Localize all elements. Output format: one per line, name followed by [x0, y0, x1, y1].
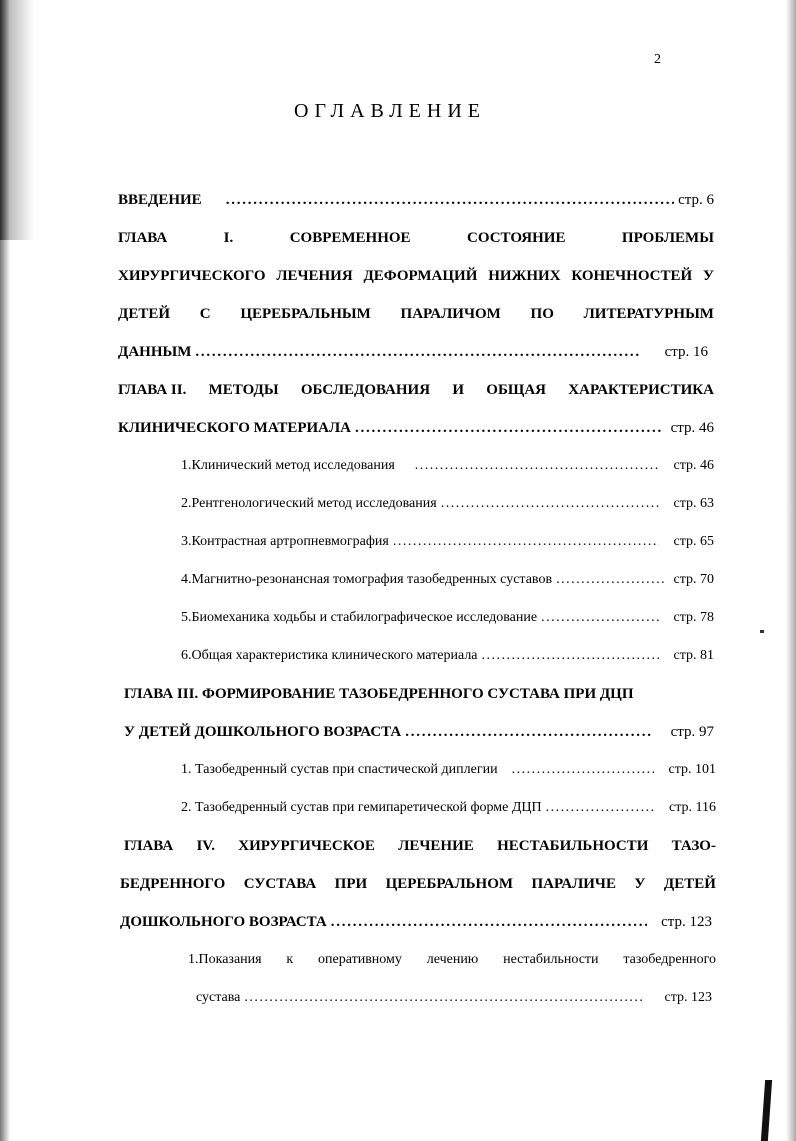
toc-label: ВВЕДЕНИЕ — [118, 192, 202, 208]
word: ДЕФОРМАЦИЙ — [363, 268, 478, 284]
word: ДЕТЕЙ — [663, 876, 716, 892]
toc-ch4-sub-line2 — [196, 988, 712, 1008]
word: С — [199, 306, 211, 322]
word: ЦЕРЕБРАЛЬНОМ — [385, 876, 514, 892]
page-number: 2 — [654, 52, 661, 67]
toc-ch1-line1 — [118, 228, 714, 248]
toc-page: стр. 16 — [664, 344, 708, 360]
toc-label: ДАННЫМ — [118, 344, 192, 360]
leader-dots — [546, 798, 655, 818]
word: оперативному — [318, 952, 402, 967]
toc-page: стр. 70 — [673, 572, 714, 587]
word: ЛЕЧЕНИЯ — [276, 268, 353, 284]
word: СОВРЕМЕННОЕ — [289, 230, 411, 246]
word: КОНЕЧНОСТЕЙ — [571, 268, 693, 284]
toc-page: стр. 65 — [673, 534, 714, 549]
leader-dots — [226, 190, 674, 210]
leader-dots — [541, 608, 659, 628]
leader-dots — [355, 418, 661, 438]
word: МЕТОДЫ — [208, 382, 279, 398]
word: ГЛАВА — [124, 838, 174, 854]
word: лечению — [426, 952, 479, 967]
word: ОБЩАЯ — [486, 382, 547, 398]
word: ХИРУРГИЧЕСКОГО — [118, 268, 266, 284]
word: ЦЕРЕБРАЛЬНЫМ — [240, 306, 371, 322]
word: ДЕТЕЙ — [118, 306, 171, 322]
word: НЕСТАБИЛЬНОСТИ — [497, 838, 649, 854]
toc-label: 2. Тазобедренный сустав при гемипаретической форме ДЦП — [181, 800, 542, 815]
toc-ch3-line1: ГЛАВА III. ФОРМИРОВАНИЕ ТАЗОБЕДРЕННОГО СУСТАВА ПРИ ДЦП — [124, 686, 634, 702]
toc-page: стр. 81 — [673, 648, 714, 663]
word: 1.Показания — [188, 952, 262, 967]
toc-label: 3.Контрастная артропневмография — [181, 534, 389, 549]
toc-page: стр. 78 — [673, 610, 714, 625]
toc-label: 1. Тазобедренный сустав при спастической диплегии — [181, 762, 498, 777]
word: ТАЗО- — [671, 838, 716, 854]
toc-ch2-sub-3 — [181, 532, 714, 552]
toc-label: 4.Магнитно-резонансная томография тазобедренных суставов — [181, 572, 553, 587]
toc-ch2-sub-2 — [181, 494, 714, 514]
toc-ch3-sub-1 — [181, 760, 716, 780]
word: ПРОБЛЕМЫ — [621, 230, 714, 246]
leader-dots — [512, 760, 655, 780]
word: к — [286, 952, 294, 967]
toc-label: 2.Рентгенологический метод исследования — [181, 496, 437, 511]
toc-ch2-line1 — [118, 380, 714, 400]
leader-dots — [441, 494, 660, 514]
word: И — [452, 382, 464, 398]
toc-page: стр. 46 — [670, 420, 714, 436]
word: СУСТАВА — [243, 876, 317, 892]
leader-dots — [482, 646, 660, 666]
toc-ch4-sub-line1 — [188, 950, 716, 970]
scan-mark — [761, 1080, 772, 1141]
word: ГЛАВА II. — [118, 382, 187, 398]
toc-ch2-sub-1 — [181, 456, 714, 476]
toc-ch2-sub-6 — [181, 646, 714, 666]
toc-entry-intro — [118, 190, 714, 210]
toc-label: 5.Биомеханика ходьбы и стабилографическое исследование — [181, 610, 538, 625]
toc-ch4-line3 — [120, 912, 712, 932]
leader-dots — [405, 722, 650, 742]
toc-ch1-line2 — [118, 266, 714, 286]
word: У — [702, 268, 714, 284]
toc-page: стр. 6 — [678, 192, 714, 208]
toc-ch1-line3 — [118, 304, 714, 324]
toc-ch4-line1 — [124, 836, 716, 856]
leader-dots — [244, 988, 644, 1008]
word: БЕДРЕННОГО — [120, 876, 226, 892]
toc-label: 6.Общая характеристика клинического материала — [181, 648, 478, 663]
toc-page: стр. 101 — [668, 762, 716, 777]
scan-dot — [760, 630, 764, 633]
word: ЛИТЕРАТУРНЫМ — [583, 306, 714, 322]
word: I. — [223, 230, 234, 246]
toc-ch2-sub-5 — [181, 608, 714, 628]
word: ОБСЛЕДОВАНИЯ — [300, 382, 431, 398]
toc-ch2-sub-4 — [181, 570, 714, 590]
word: СОСТОЯНИЕ — [467, 230, 566, 246]
scan-edge-left-lower — [0, 240, 10, 1141]
toc-page: стр. 63 — [673, 496, 714, 511]
leader-dots — [415, 456, 660, 476]
word: ХАРАКТЕРИСТИКА — [568, 382, 714, 398]
leader-dots — [393, 532, 660, 552]
word: У — [634, 876, 646, 892]
toc-ch2-line2 — [118, 418, 714, 438]
word: ПАРАЛИЧОМ — [400, 306, 501, 322]
leader-dots — [331, 912, 647, 932]
word: ПРИ — [334, 876, 368, 892]
page-title: ОГЛАВЛЕНИЕ — [294, 100, 486, 122]
word: IV. — [196, 838, 215, 854]
leader-dots — [556, 570, 665, 590]
word: нестабильности — [503, 952, 599, 967]
toc-label: 1.Клинический метод исследования — [181, 458, 395, 473]
toc-label: У ДЕТЕЙ ДОШКОЛЬНОГО ВОЗРАСТА — [124, 724, 402, 740]
word: ПАРАЛИЧЕ — [531, 876, 616, 892]
toc-page: стр. 116 — [669, 800, 716, 815]
toc-page: стр. 123 — [664, 990, 712, 1005]
toc-page: стр. 46 — [673, 458, 714, 473]
word: ПО — [530, 306, 554, 322]
toc-ch3-sub-2 — [181, 798, 716, 818]
toc-ch3-line2 — [124, 722, 714, 742]
toc-ch1-line4 — [118, 342, 708, 362]
word: НИЖНИХ — [488, 268, 561, 284]
toc-label: КЛИНИЧЕСКОГО МАТЕРИАЛА — [118, 420, 352, 436]
word: ХИРУРГИЧЕСКОЕ — [238, 838, 375, 854]
toc-label: ДОШКОЛЬНОГО ВОЗРАСТА — [120, 914, 327, 930]
toc-page: стр. 97 — [670, 724, 714, 740]
toc-ch4-line2 — [120, 874, 716, 894]
leader-dots — [195, 342, 640, 362]
toc-label: сустава — [196, 990, 241, 1005]
word: ЛЕЧЕНИЕ — [398, 838, 474, 854]
toc-page: стр. 123 — [661, 914, 712, 930]
word: ГЛАВА — [118, 230, 168, 246]
scan-edge-right — [786, 0, 796, 1141]
word: тазобедренного — [623, 952, 716, 967]
